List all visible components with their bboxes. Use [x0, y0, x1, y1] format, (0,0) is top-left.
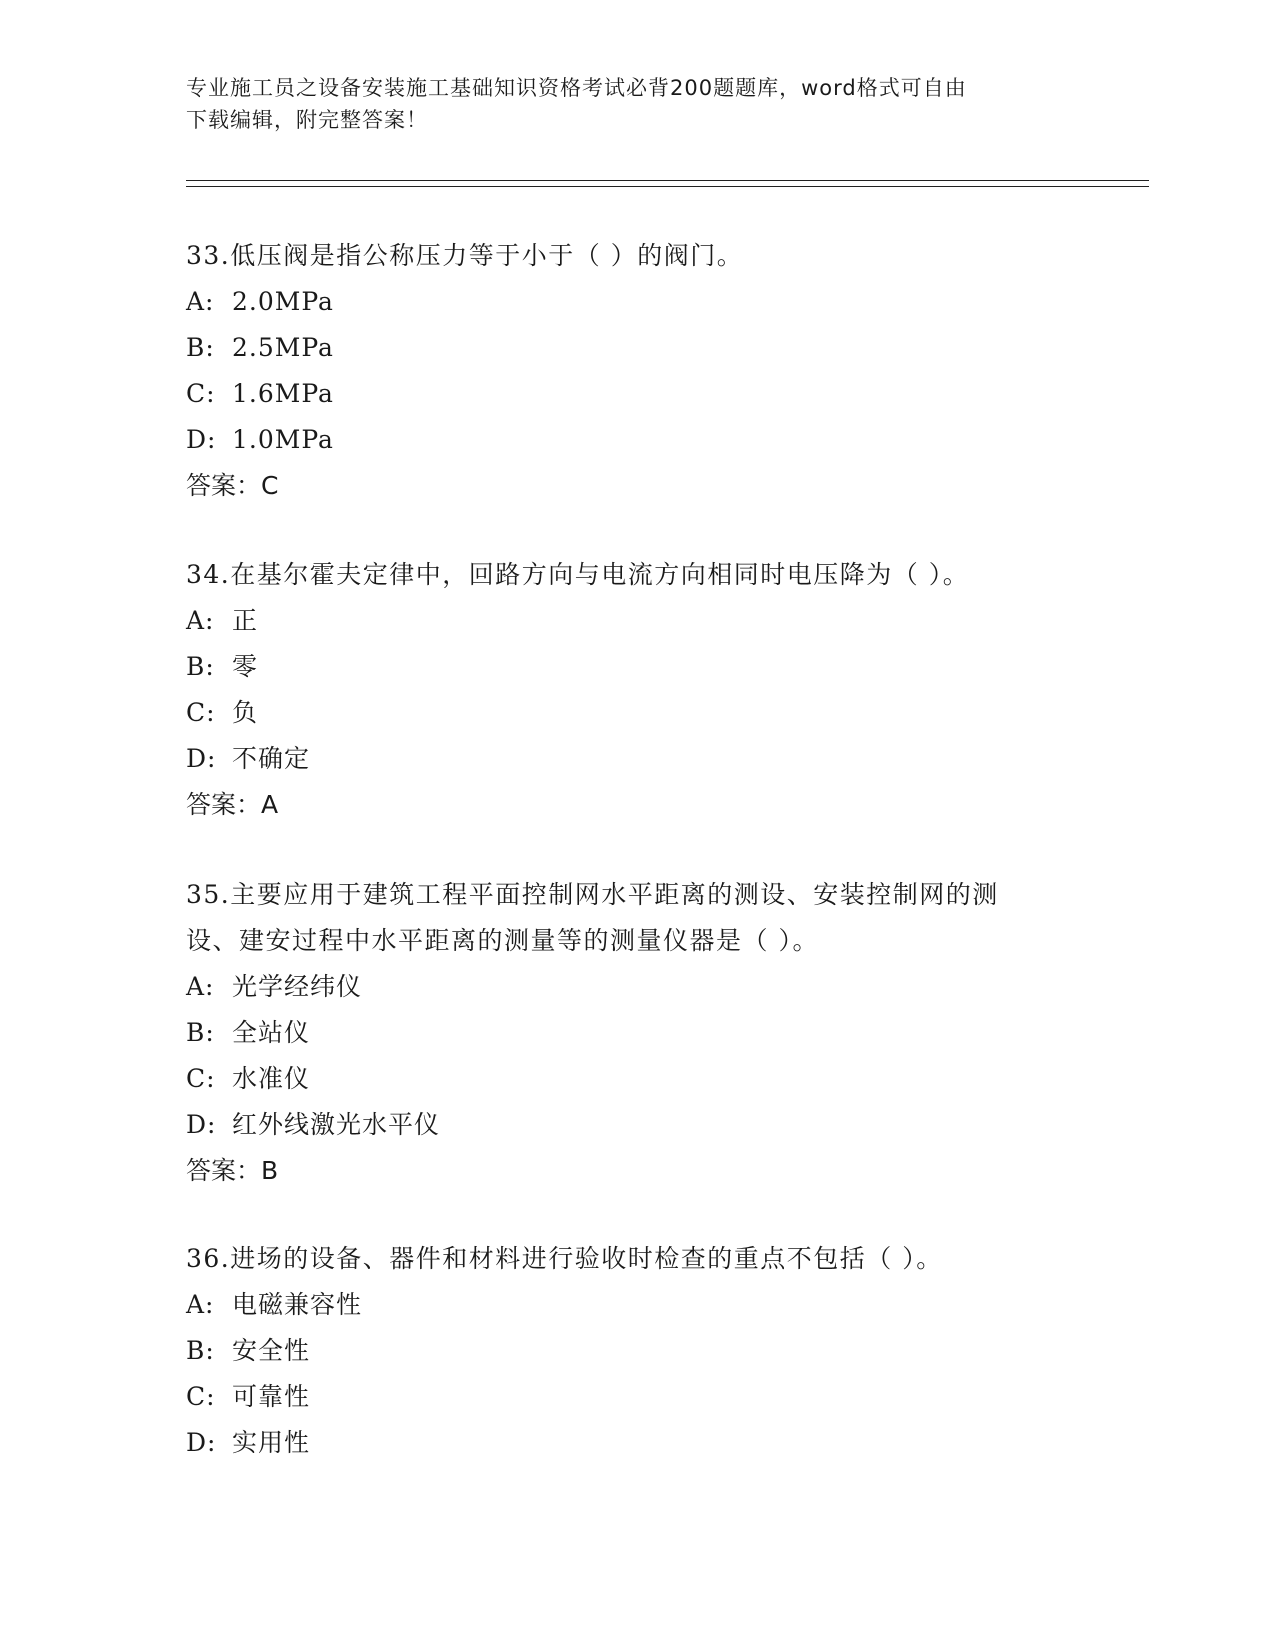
option-text: 全站仪: [232, 1018, 311, 1047]
option-text: 可靠性: [232, 1382, 311, 1411]
option-letter: B:: [186, 1336, 215, 1365]
option-letter: C:: [186, 698, 216, 727]
option-text: 2.0MPa: [232, 287, 334, 316]
header-line-1: 专业施工员之设备安装施工基础知识资格考试必背200题题库，word格式可自由: [186, 76, 967, 100]
option-text: 1.6MPa: [232, 379, 334, 408]
question-34: [186, 552, 1106, 828]
option-text: 1.0MPa: [232, 425, 334, 454]
option-letter: D:: [186, 1110, 217, 1139]
question-stem: 33.低压阀是指公称压力等于小于（ ）的阀门。: [186, 241, 744, 270]
option-text: 负: [232, 698, 259, 727]
option-b: [186, 644, 1106, 690]
option-d: [186, 417, 1106, 463]
option-letter: C:: [186, 1382, 216, 1411]
option-d: [186, 736, 1106, 782]
option-text: 安全性: [232, 1336, 311, 1365]
answer-line: 答案：B: [186, 1156, 279, 1185]
option-c: [186, 690, 1106, 736]
option-letter: B:: [186, 333, 215, 362]
option-c: [186, 1056, 1106, 1102]
header-divider-bottom: [186, 186, 1149, 187]
option-letter: B:: [186, 1018, 215, 1047]
option-letter: A:: [186, 972, 215, 1001]
question-33: [186, 233, 1106, 509]
option-a: [186, 1282, 1106, 1328]
option-b: [186, 1328, 1106, 1374]
option-text: 光学经纬仪: [232, 972, 363, 1001]
option-a: [186, 279, 1106, 325]
document-header: [186, 72, 1086, 136]
option-a: [186, 598, 1106, 644]
option-c: [186, 371, 1106, 417]
question-stem: 34.在基尔霍夫定律中，回路方向与电流方向相同时电压降为（ ）。: [186, 560, 970, 589]
option-b: [186, 325, 1106, 371]
question-stem-line-1: 35.主要应用于建筑工程平面控制网水平距离的测设、安装控制网的测: [186, 880, 999, 909]
header-line-2: 下载编辑，附完整答案！: [186, 108, 428, 132]
question-stem: 36.进场的设备、器件和材料进行验收时检查的重点不包括（ ）。: [186, 1244, 943, 1273]
question-stem-line-2: 设、建安过程中水平距离的测量等的测量仪器是（ ）。: [186, 926, 819, 955]
option-b: [186, 1010, 1106, 1056]
option-text: 红外线激光水平仪: [232, 1110, 441, 1139]
option-d: [186, 1420, 1106, 1466]
option-a: [186, 964, 1106, 1010]
option-letter: D:: [186, 1428, 217, 1457]
option-d: [186, 1102, 1106, 1148]
question-36: [186, 1236, 1106, 1466]
option-text: 2.5MPa: [232, 333, 334, 362]
option-letter: D:: [186, 425, 217, 454]
option-letter: B:: [186, 652, 215, 681]
question-35: [186, 872, 1106, 1194]
option-letter: A:: [186, 287, 215, 316]
answer-line: 答案：C: [186, 471, 279, 500]
option-letter: C:: [186, 379, 216, 408]
option-letter: A:: [186, 1290, 215, 1319]
option-text: 不确定: [232, 744, 311, 773]
option-text: 正: [232, 606, 259, 635]
option-text: 水准仪: [232, 1064, 311, 1093]
option-letter: C:: [186, 1064, 216, 1093]
option-text: 零: [232, 652, 259, 681]
option-text: 实用性: [232, 1428, 311, 1457]
option-letter: D:: [186, 744, 217, 773]
header-divider-top: [186, 180, 1149, 181]
option-text: 电磁兼容性: [232, 1290, 363, 1319]
option-c: [186, 1374, 1106, 1420]
answer-line: 答案：A: [186, 790, 279, 819]
option-letter: A:: [186, 606, 215, 635]
